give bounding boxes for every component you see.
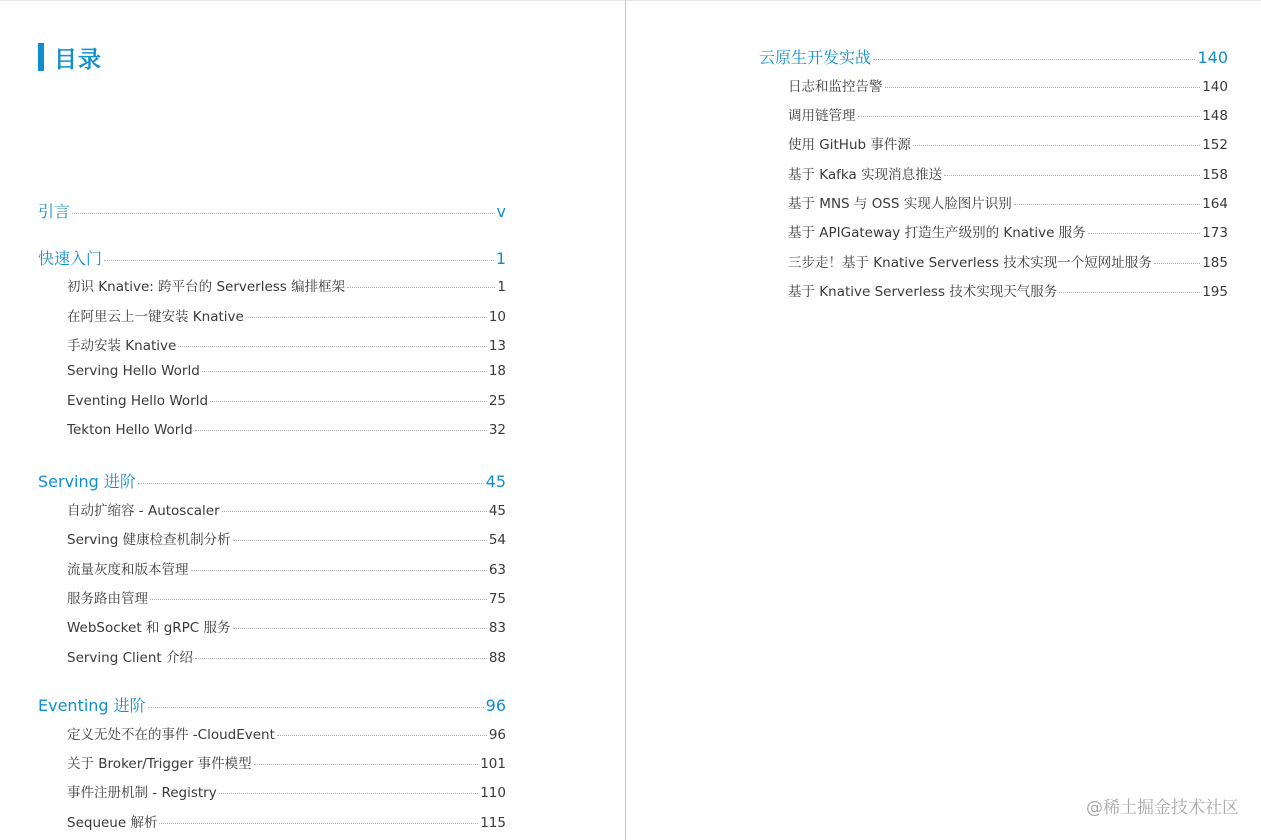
entry-title: 日志和监控告警: [788, 79, 883, 95]
toc-entry[interactable]: [759, 163, 1228, 183]
dot-leader: [347, 287, 495, 288]
page-number: 45: [488, 503, 506, 519]
page-number: 195: [1202, 284, 1228, 300]
section-title: Eventing 进阶: [38, 696, 146, 715]
page-number: v: [496, 202, 506, 221]
entry-title: 服务路由管理: [67, 591, 148, 607]
dot-leader: [138, 483, 484, 484]
dot-leader: [159, 823, 478, 824]
toc-entry[interactable]: [759, 280, 1228, 300]
entry-title: 自动扩缩容 - Autoscaler: [67, 503, 220, 519]
section-title: 云原生开发实战: [759, 48, 872, 67]
entry-title: 在阿里云上一键安装 Knative: [67, 309, 244, 325]
entry-title: WebSocket 和 gRPC 服务: [67, 620, 231, 636]
dot-leader: [858, 116, 1201, 117]
dot-leader: [1014, 204, 1200, 205]
page-number: 164: [1202, 196, 1228, 212]
dot-leader: [1059, 292, 1200, 293]
page-number: 75: [488, 591, 506, 607]
page-number: 110: [480, 785, 506, 801]
toc-entry[interactable]: [38, 499, 506, 519]
toc-entry[interactable]: [38, 616, 506, 636]
entry-title: 基于 MNS 与 OSS 实现人脸图片识别: [788, 196, 1012, 212]
toc-entry[interactable]: [38, 723, 506, 743]
dot-leader: [233, 628, 487, 629]
toc-entry[interactable]: [38, 363, 506, 379]
page-number: 101: [480, 756, 506, 772]
dot-leader: [72, 213, 495, 214]
page-number: 25: [488, 393, 506, 409]
entry-title: Serving 健康检查机制分析: [67, 532, 231, 548]
entry-title: Sequeue 解析: [67, 815, 158, 831]
toc-entry[interactable]: [38, 393, 506, 409]
toc-section-serving[interactable]: [38, 469, 506, 492]
toc-entry[interactable]: [38, 275, 506, 295]
page-number: 13: [488, 338, 506, 354]
toc-entry[interactable]: [38, 811, 506, 831]
entry-title: 流量灰度和版本管理: [67, 562, 189, 578]
toc-entry[interactable]: [38, 334, 506, 354]
dot-leader: [254, 764, 479, 765]
dot-leader: [178, 346, 487, 347]
page-number: 140: [1197, 48, 1228, 67]
toc-entry[interactable]: [759, 192, 1228, 212]
page-number: 173: [1202, 225, 1228, 241]
dot-leader: [233, 540, 487, 541]
toc-entry[interactable]: [38, 422, 506, 438]
dot-leader: [219, 793, 478, 794]
dot-leader: [104, 260, 494, 261]
entry-title: 使用 GitHub 事件源: [788, 137, 911, 153]
entry-title: 定义无处不在的事件 -CloudEvent: [67, 727, 275, 743]
toc-entry[interactable]: [38, 781, 506, 801]
toc-section-cloudnative[interactable]: [759, 45, 1228, 68]
toc-entry[interactable]: [759, 251, 1228, 271]
section-title: 快速入门: [38, 249, 103, 268]
page-number: 10: [488, 309, 506, 325]
page-number: 152: [1202, 137, 1228, 153]
page-number: 140: [1202, 79, 1228, 95]
page-number: 1: [497, 279, 506, 295]
entry-title: 初识 Knative: 跨平台的 Serverless 编排框架: [67, 279, 346, 295]
toc-section-eventing[interactable]: [38, 693, 506, 716]
page-number: 115: [480, 815, 506, 831]
page-number: 32: [488, 422, 506, 438]
dot-leader: [150, 599, 487, 600]
toc-entry[interactable]: [38, 528, 506, 548]
entry-title: Serving Client 介绍: [67, 650, 193, 666]
entry-title: Serving Hello World: [67, 363, 200, 379]
dot-leader: [148, 707, 484, 708]
toc-section-intro[interactable]: [38, 199, 506, 222]
page-spine-divider: [625, 0, 626, 840]
toc-entry[interactable]: [38, 305, 506, 325]
entry-title: 调用链管理: [788, 108, 856, 124]
page-number: 1: [495, 249, 506, 268]
section-title: 引言: [38, 202, 71, 221]
dot-leader: [1088, 233, 1201, 234]
dot-leader: [885, 87, 1201, 88]
page-number: 96: [488, 727, 506, 743]
dot-leader: [202, 371, 487, 372]
heading-accent-bar: [38, 43, 44, 71]
dot-leader: [246, 317, 487, 318]
page-number: 83: [488, 620, 506, 636]
dot-leader: [873, 59, 1195, 60]
toc-section-quickstart[interactable]: [38, 246, 506, 269]
entry-title: 基于 Knative Serverless 技术实现天气服务: [788, 284, 1058, 300]
entry-title: 三步走！基于 Knative Serverless 技术实现一个短网址服务: [788, 255, 1152, 271]
dot-leader: [191, 570, 487, 571]
entry-title: Eventing Hello World: [67, 393, 209, 409]
dot-leader: [277, 735, 487, 736]
entry-title: 关于 Broker/Trigger 事件模型: [67, 756, 252, 772]
entry-title: Tekton Hello World: [67, 422, 193, 438]
watermark-text: @稀土掘金技术社区: [1086, 798, 1239, 818]
toc-title: 目录: [54, 46, 102, 73]
toc-entry[interactable]: [759, 133, 1228, 153]
page-number: 158: [1202, 167, 1228, 183]
page-number: 45: [485, 472, 506, 491]
page-top-rule: [0, 0, 1261, 1]
toc-entry[interactable]: [38, 558, 506, 578]
dot-leader: [944, 175, 1200, 176]
page-number: 185: [1202, 255, 1228, 271]
toc-entry[interactable]: [38, 646, 506, 666]
entry-title: 基于 APIGateway 打造生产级别的 Knative 服务: [788, 225, 1086, 241]
page-number: 18: [488, 363, 506, 379]
section-title: Serving 进阶: [38, 472, 136, 491]
dot-leader: [222, 511, 487, 512]
page-number: 88: [488, 650, 506, 666]
page-number: 63: [488, 562, 506, 578]
dot-leader: [210, 401, 487, 402]
entry-title: 事件注册机制 - Registry: [67, 785, 217, 801]
dot-leader: [913, 145, 1200, 146]
toc-entry[interactable]: [38, 587, 506, 607]
page-number: 148: [1202, 108, 1228, 124]
entry-title: 手动安装 Knative: [67, 338, 177, 354]
entry-title: 基于 Kafka 实现消息推送: [788, 167, 943, 183]
dot-leader: [195, 658, 487, 659]
toc-heading: [38, 40, 102, 74]
dot-leader: [1154, 263, 1200, 264]
dot-leader: [195, 430, 487, 431]
toc-entry[interactable]: [759, 104, 1228, 124]
toc-entry[interactable]: [759, 75, 1228, 95]
toc-entry[interactable]: [759, 221, 1228, 241]
toc-entry[interactable]: [38, 752, 506, 772]
page-number: 96: [485, 696, 506, 715]
page-number: 54: [488, 532, 506, 548]
